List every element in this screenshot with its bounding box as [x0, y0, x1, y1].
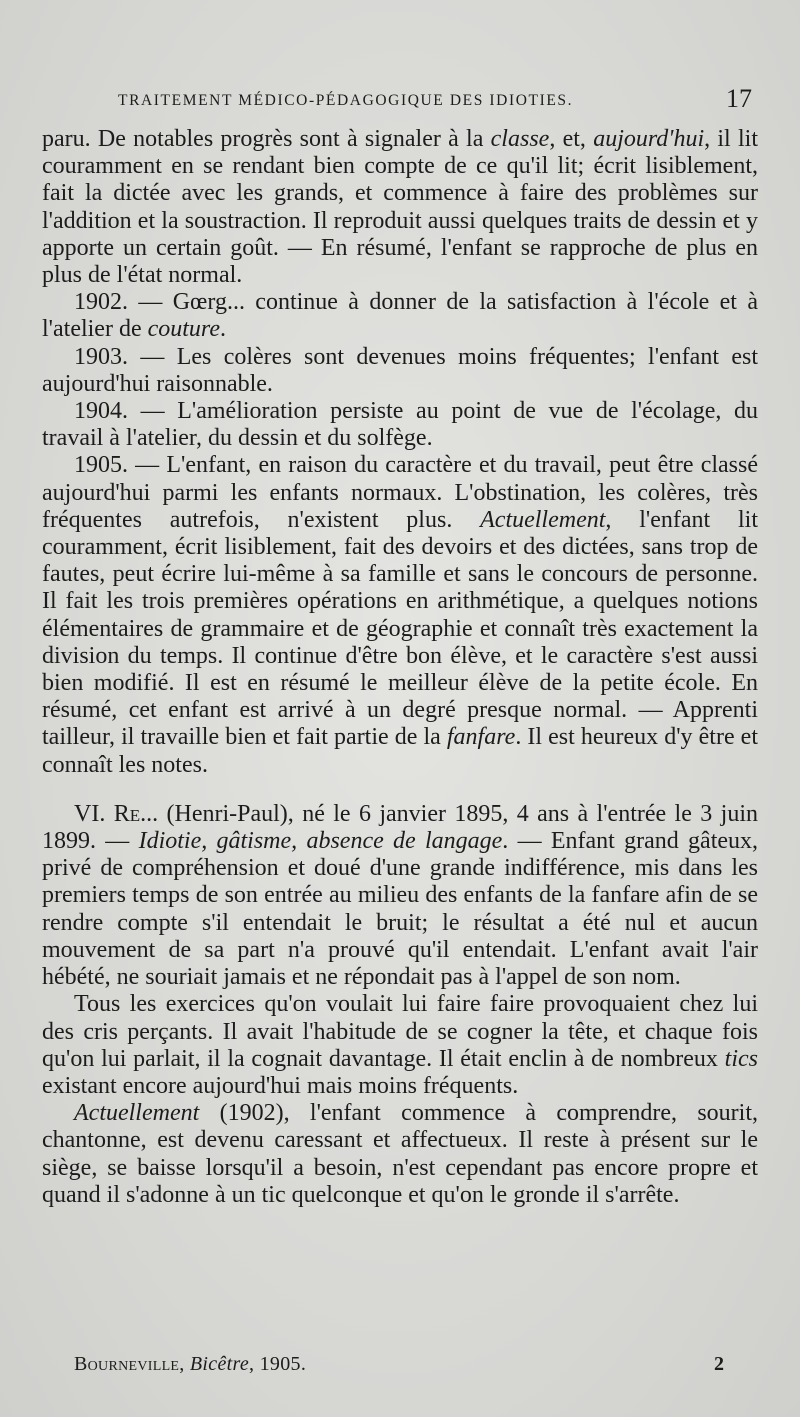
paragraph-exercises — [42, 991, 758, 1100]
paragraph-1904: 1904. — L'amélioration persiste au point de vue de l'écolage, du travail à l'atelier, du dessin et du solfège. — [42, 398, 758, 452]
italic-run: Actuellement — [74, 1100, 200, 1127]
italic-run: tics — [724, 1045, 758, 1072]
italic-run: aujourd'hui — [593, 126, 705, 152]
paragraph-continuation — [42, 126, 758, 289]
text-run: paru. De notables progrès sont à signaler à la — [42, 126, 491, 152]
paragraph-1903: 1903. — Les colères sont devenues moins fréquentes; l'enfant est aujourd'hui raisonnable. — [42, 343, 758, 397]
case-heading-paragraph — [42, 801, 758, 991]
paragraph-actuellement — [42, 1100, 758, 1209]
paragraph-1905 — [42, 452, 758, 778]
text-run: ... (Henri-Paul), né le 6 janvier 1895, 4 ans à l'entrée le 3 juin 1899. — — [42, 800, 758, 855]
text-run: . — [220, 316, 227, 343]
text-run: Tous les exercices qu'on voulait lui faire faire provoquaient chez lui des cris perçants. Il avait l'habitude de se cogner la tête, et chaque fois qu'on lui parlait, il la cognait davantage. Il était enclin à de nombreux — [42, 991, 758, 1072]
page-number: 17 — [726, 84, 752, 113]
italic-run: Idiotie, gâtisme, absence de langage — [138, 828, 503, 855]
italic-run: classe — [490, 126, 550, 152]
page-body — [42, 126, 758, 1209]
signature-mark: 2 — [714, 1353, 724, 1375]
footer-signature — [74, 1353, 306, 1376]
italic-run: Actuellement — [480, 506, 606, 533]
text-run: , il lit couramment en se rendant bien compte de ce qu'il lit; écrit lisiblement, fait la dictée avec les grands, et commence à faire des problèmes sur l'addition et la soustraction. Il reproduit aussi quelques traits de dessin et y apporte un certain goût. — En résumé, l'enfant se rapproche de plus en plus de l'état normal. — [42, 126, 758, 289]
small-caps-run: Re — [113, 800, 141, 827]
page-header — [118, 84, 752, 124]
text-run: , et, — [549, 126, 594, 152]
text-run: 1905. — L'enfant, en raison du caractère et du travail, peut être classé aujourd'hui parmi les enfants normaux. L'obstination, les colères, très fréquentes autrefois, n'existent plus. — [42, 452, 758, 533]
text-run: existant encore aujourd'hui mais moins fréquents. — [42, 1072, 519, 1099]
footer-author: Bourneville — [74, 1353, 180, 1375]
italic-run: fanfare — [446, 724, 516, 751]
text-run: . — Enfant grand gâteux, privé de compréhension et doué d'une grande indifférence, mis dans les premiers temps de son entrée au milieu des enfants de la fanfare afin de se rendre compte s'il entendait le bruit; le résultat a été nul et aucun mouvement de sa part n'a prouvé qu'il entendait. L'enfant avait l'air hébété, ne souriait jamais et ne répondait pas à l'appel de son nom. — [42, 828, 759, 991]
italic-run: couture — [147, 316, 221, 343]
text-run: VI. — [74, 800, 114, 827]
text-run: . Il est heureux d'y être et connaît les notes. — [42, 724, 758, 778]
footer-place: Bicêtre — [189, 1353, 250, 1375]
page-footer — [74, 1353, 724, 1385]
section-gap — [42, 779, 758, 801]
paragraph-1902 — [42, 289, 758, 343]
text-run: (1902), l'enfant commence à comprendre, sourit, chantonne, est devenu caressant et affectueux. Il reste à présent sur le siège, se baisse lorsqu'il a besoin, n'est cependant pas encore propre et quand il s'adonne à un tic quelconque et qu'on le gronde il s'arrête. — [42, 1100, 758, 1208]
text-run: , l'enfant lit couramment, écrit lisiblement, fait des devoirs et des dictées, sans trop de fautes, peut écrire lui-même à sa famille et sans le concours de personne. Il fait les trois premières opérations en arithmétique, a quelques notions élémentaires de grammaire et de géographie et connaît très exactement la division du temps. Il continue d'être bon élève, et le caractère s'est aussi bien modifié. Il est en résumé le meilleur élève de la petite école. En résumé, cet enfant est arrivé à un degré presque normal. — Apprenti tailleur, il travaille bien et fait partie de la — [42, 506, 758, 751]
text-run: 1902. — Gœrg... continue à donner de la satisfaction à l'école et à l'atelier de — [42, 289, 758, 343]
footer-separator: , — [179, 1353, 190, 1375]
running-head: TRAITEMENT MÉDICO-PÉDAGOGIQUE DES IDIOTIES. — [118, 92, 574, 109]
footer-year: , 1905. — [249, 1353, 307, 1375]
